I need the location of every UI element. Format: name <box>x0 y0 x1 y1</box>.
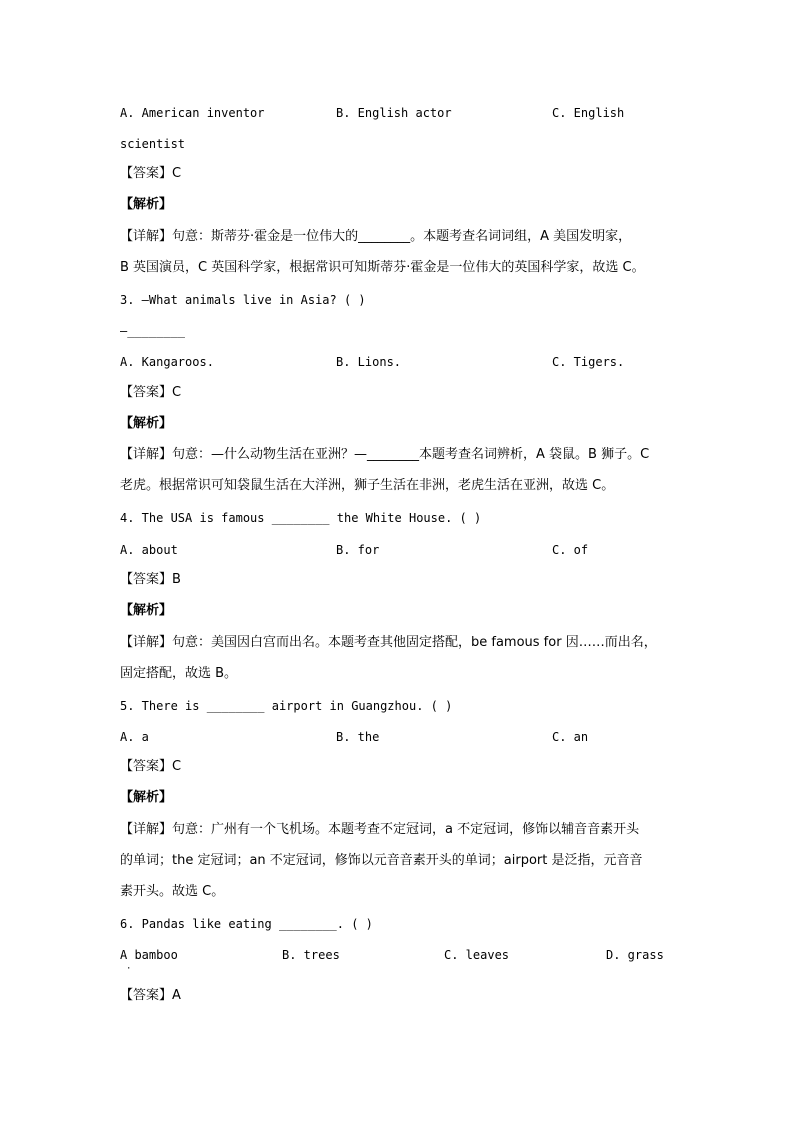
q5-detail-line-2: 的单词；the 定冠词；an 不定冠词，修饰以元音音素开头的单词；airport 是泛指，元音音 <box>120 853 643 868</box>
q3-answer-blank: —________ <box>120 324 186 338</box>
q6-answer: 【答案】A <box>120 988 181 1003</box>
q2-option-c-continued: scientist <box>120 137 186 151</box>
q3-analysis-heading: 【解析】 <box>120 416 173 431</box>
q2-answer: 【答案】C <box>120 166 182 181</box>
q6-option-d: D. grass <box>606 948 664 962</box>
q5-option-c: C. an <box>552 730 589 744</box>
q2-detail-line-1: 【详解】句意：斯蒂芬·霍金是一位伟大的________。本题考查名词词组，A 美国发明家， <box>120 229 632 244</box>
q5-analysis-heading: 【解析】 <box>120 790 173 805</box>
q4-detail-line-1: 【详解】句意：美国因白宫而出名。本题考查其他固定搭配，be famous for 因……而出名， <box>120 635 657 650</box>
q3-option-c: C. Tigers. <box>552 355 625 369</box>
q6-option-b: B. trees <box>282 948 340 962</box>
q4-option-c: C. of <box>552 543 589 557</box>
q3-detail-line-2: 老虎。根据常识可知袋鼠生活在大洋洲，狮子生活在非洲，老虎生活在亚洲，故选 C。 <box>120 478 615 493</box>
q3-option-b: B. Lions. <box>336 355 402 369</box>
q6-option-a-dot: · <box>126 964 132 974</box>
q5-question: 5. There is ________ airport in Guangzhou. ( ) <box>120 699 453 713</box>
q5-answer: 【答案】C <box>120 759 182 774</box>
q5-detail-line-3: 素开头。故选 C。 <box>120 884 225 899</box>
q4-question: 4. The USA is famous ________ the White House. ( ) <box>120 511 482 525</box>
q3-question: 3. —What animals live in Asia? ( ) <box>120 293 366 307</box>
q4-detail-line-2: 固定搭配，故选 B。 <box>120 666 238 681</box>
q5-detail-line-1: 【详解】句意：广州有一个飞机场。本题考查不定冠词，a 不定冠词，修饰以辅音音素开头 <box>120 822 640 837</box>
q5-option-b: B. the <box>336 730 380 744</box>
q2-detail-line-2: B 英国演员，C 英国科学家，根据常识可知斯蒂芬·霍金是一位伟大的英国科学家，故选 C。 <box>120 260 645 275</box>
q4-option-b: B. for <box>336 543 380 557</box>
q3-detail-line-1: 【详解】句意：—什么动物生活在亚洲？—________本题考查名词辨析，A 袋鼠。B 狮子。C <box>120 447 650 462</box>
q2-option-b: B. English actor <box>336 106 452 120</box>
q2-analysis-heading: 【解析】 <box>120 197 173 212</box>
q3-option-a: A. Kangaroos. <box>120 355 214 369</box>
q6-option-a: A bamboo <box>120 948 178 962</box>
q4-answer: 【答案】B <box>120 572 181 587</box>
q4-analysis-heading: 【解析】 <box>120 603 173 618</box>
q2-option-a: A. American inventor <box>120 106 265 120</box>
q6-question: 6. Pandas like eating ________. ( ) <box>120 917 373 931</box>
q6-option-c: C. leaves <box>444 948 510 962</box>
q3-answer: 【答案】C <box>120 385 182 400</box>
q4-option-a: A. about <box>120 543 178 557</box>
q2-option-c: C. English <box>552 106 625 120</box>
q5-option-a: A. a <box>120 730 149 744</box>
